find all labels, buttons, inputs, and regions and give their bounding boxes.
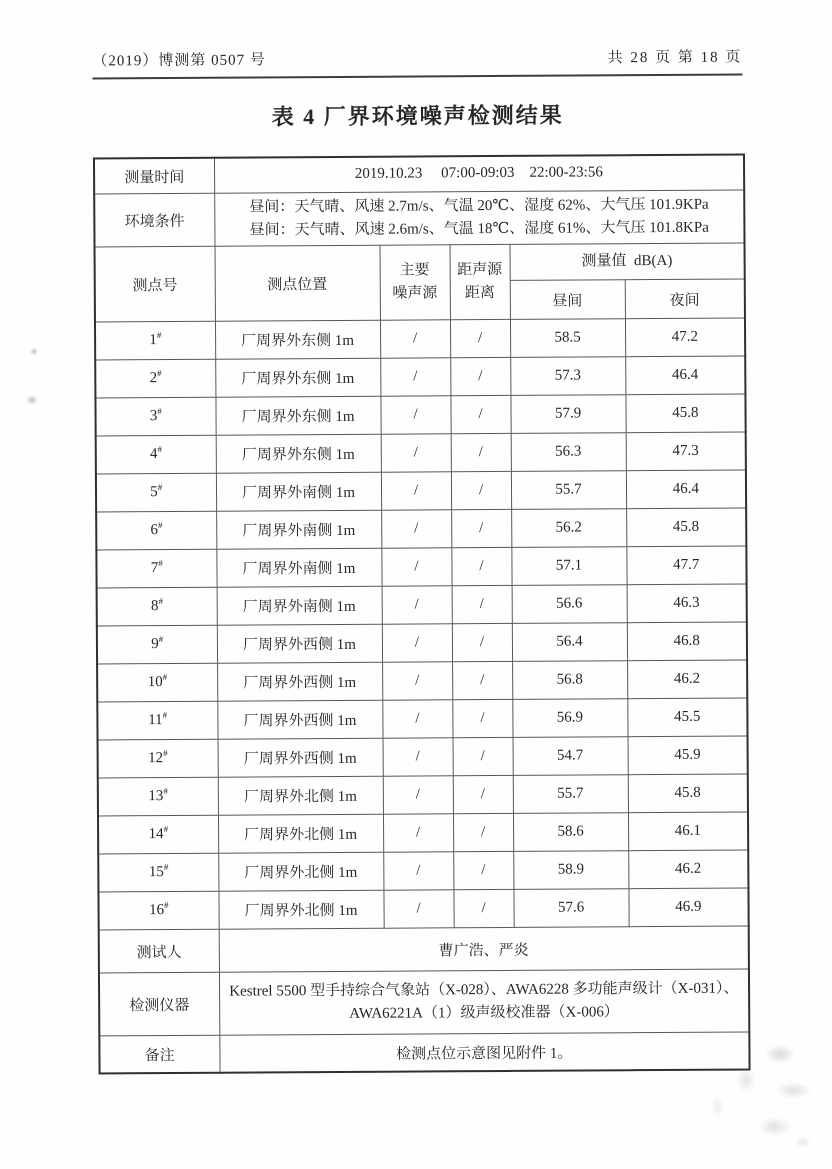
- table-row: [97, 622, 747, 664]
- day-value-cell: 55.7: [511, 471, 626, 510]
- distance-cell: /: [451, 471, 511, 509]
- tester-label: 测试人: [99, 929, 219, 973]
- table-row: [95, 356, 745, 398]
- point-no-cell: [98, 739, 218, 778]
- source-cell: /: [383, 852, 453, 890]
- distance-cell: /: [452, 699, 512, 737]
- day-value-cell: 58.5: [510, 319, 625, 358]
- day-value-cell: 55.7: [513, 775, 628, 814]
- location-cell: 厂周界外西侧 1m: [217, 700, 382, 739]
- table-row: [96, 470, 746, 512]
- day-value-cell: 58.9: [513, 851, 628, 890]
- location-cell: 厂周界外西侧 1m: [217, 662, 382, 701]
- point-no-sup: #: [164, 900, 169, 911]
- distance-cell: /: [451, 547, 511, 585]
- distance-cell: /: [450, 395, 510, 433]
- table-row: [95, 318, 745, 360]
- day-value-cell: 57.9: [510, 395, 625, 434]
- point-no-cell: [98, 891, 218, 930]
- location-cell: 厂周界外西侧 1m: [218, 738, 383, 777]
- night-value-cell: 46.4: [625, 356, 745, 395]
- point-no-sup: #: [157, 444, 163, 455]
- env-condition-label: 环境条件: [94, 193, 214, 247]
- point-no: 15: [148, 864, 164, 881]
- table-row: [97, 584, 747, 626]
- instruments-value: Kestrel 5500 型手持综合气象站（X-028）、AWA6228 多功能声级计（X-031）、 AWA6221A（1）级声级校准器（X-006）: [219, 969, 749, 1035]
- table-row: [95, 394, 745, 436]
- tester-row: [99, 926, 749, 973]
- location-cell: 厂周界外西侧 1m: [217, 624, 382, 663]
- source-cell: /: [380, 320, 450, 358]
- point-no: 8: [150, 598, 159, 615]
- location-cell: 厂周界外南侧 1m: [216, 548, 381, 587]
- day-value-cell: 56.6: [512, 585, 627, 624]
- point-no-sup: #: [162, 672, 168, 683]
- col-header-day: 昼间: [510, 280, 625, 320]
- document-header: [92, 0, 742, 79]
- point-no-sup: #: [158, 634, 164, 645]
- point-no-sup: #: [157, 520, 163, 531]
- table-row: [97, 660, 747, 702]
- table-row: [98, 850, 748, 892]
- measure-time-value: 2019.10.23 07:00-09:03 22:00-23:56: [214, 154, 744, 193]
- point-no: 7: [150, 560, 159, 577]
- night-value-cell: 46.2: [628, 850, 748, 889]
- source-cell: /: [381, 434, 451, 472]
- point-no-sup: #: [163, 786, 168, 797]
- night-value-cell: 46.1: [628, 812, 748, 851]
- table-row: [98, 736, 748, 778]
- column-header-row: [95, 243, 745, 283]
- env-condition-value: 昼间：天气晴、风速 2.7m/s、气温 20℃、湿度 62%、大气压 101.9KPa 昼间：天气晴、风速 2.6m/s、气温 18℃、湿度 61%、大气压 101.8KPa: [214, 190, 744, 246]
- table-row: [96, 432, 746, 474]
- point-no-cell: [98, 853, 218, 892]
- point-no: 1: [149, 332, 157, 349]
- location-cell: 厂周界外东侧 1m: [215, 320, 380, 359]
- distance-cell: /: [452, 661, 512, 699]
- night-value-cell: 47.2: [625, 318, 745, 357]
- source-cell: /: [382, 700, 452, 738]
- point-no-cell: [95, 397, 215, 436]
- measure-time-label: 测量时间: [94, 158, 214, 194]
- distance-cell: /: [452, 585, 512, 623]
- point-no: 12: [148, 750, 164, 767]
- location-cell: 厂周界外东侧 1m: [215, 396, 380, 435]
- env-condition-row: [94, 190, 744, 247]
- source-cell: /: [383, 738, 453, 776]
- scan-speck: [26, 396, 38, 404]
- source-cell: /: [382, 662, 452, 700]
- point-no-cell: [97, 587, 217, 626]
- table-row: [98, 774, 748, 816]
- point-no-cell: [98, 777, 218, 816]
- location-cell: 厂周界外东侧 1m: [216, 434, 381, 473]
- point-no-cell: [96, 473, 216, 512]
- point-no-cell: [98, 815, 218, 854]
- source-cell: /: [382, 586, 452, 624]
- instruments-row: [99, 969, 749, 1036]
- night-value-cell: 46.3: [627, 584, 747, 623]
- remark-label: 备注: [99, 1035, 219, 1073]
- location-cell: 厂周界外北侧 1m: [218, 814, 383, 853]
- point-no-sup: #: [163, 748, 168, 759]
- table-row: [96, 508, 746, 550]
- noise-results-table: [93, 153, 751, 1074]
- scan-noise-artifact: [632, 1041, 822, 1151]
- table-row: [98, 888, 748, 930]
- col-header-noise-source: 主要 噪声源: [380, 245, 450, 320]
- point-no: 14: [148, 826, 164, 843]
- day-value-cell: 57.3: [510, 357, 625, 396]
- day-value-cell: 56.4: [512, 623, 627, 662]
- location-cell: 厂周界外东侧 1m: [215, 358, 380, 397]
- night-value-cell: 46.2: [627, 660, 747, 699]
- day-value-cell: 57.1: [511, 547, 626, 586]
- source-cell: /: [383, 890, 453, 928]
- night-value-cell: 45.8: [626, 508, 746, 547]
- distance-cell: /: [453, 813, 513, 851]
- point-no: 10: [147, 674, 163, 691]
- distance-cell: /: [451, 433, 511, 471]
- point-no-cell: [96, 549, 216, 588]
- day-value-cell: 58.6: [513, 813, 628, 852]
- location-cell: 厂周界外北侧 1m: [218, 890, 383, 929]
- source-cell: /: [381, 548, 451, 586]
- day-value-cell: 57.6: [513, 889, 628, 928]
- point-no: 2: [149, 370, 158, 387]
- distance-cell: /: [453, 851, 513, 889]
- point-no-cell: [96, 511, 216, 550]
- night-value-cell: 46.9: [628, 888, 748, 927]
- measure-time-row: [94, 154, 744, 193]
- point-no-cell: [95, 321, 215, 360]
- point-no: 3: [149, 408, 158, 425]
- remark-value: 检测点位示意图见附件 1。: [219, 1032, 749, 1073]
- location-cell: 厂周界外北侧 1m: [218, 852, 383, 891]
- point-no-sup: #: [156, 330, 162, 341]
- point-no: 16: [149, 902, 165, 919]
- night-value-cell: 47.3: [626, 432, 746, 471]
- day-value-cell: 56.3: [511, 433, 626, 472]
- distance-cell: /: [453, 775, 513, 813]
- col-header-night: 夜间: [625, 279, 745, 319]
- point-no-sup: #: [163, 862, 169, 873]
- table-title: 表 4 厂界环境噪声检测结果: [271, 102, 564, 130]
- scan-speck: [30, 348, 38, 355]
- point-no: 9: [151, 636, 159, 653]
- point-no-sup: #: [162, 710, 168, 721]
- distance-cell: /: [453, 889, 513, 927]
- night-value-cell: 45.8: [628, 774, 748, 813]
- distance-cell: /: [450, 357, 510, 395]
- point-no-cell: [97, 701, 217, 740]
- instruments-label: 检测仪器: [99, 972, 219, 1036]
- night-value-cell: 45.8: [625, 394, 745, 433]
- location-cell: 厂周界外南侧 1m: [216, 472, 381, 511]
- point-no-sup: #: [157, 482, 163, 493]
- table-row: [97, 698, 747, 740]
- point-no-sup: #: [157, 368, 162, 379]
- point-no-sup: #: [157, 406, 162, 417]
- source-cell: /: [383, 776, 453, 814]
- source-cell: /: [380, 396, 450, 434]
- location-cell: 厂周界外北侧 1m: [218, 776, 383, 815]
- point-no-sup: #: [158, 558, 163, 569]
- point-no: 4: [149, 446, 158, 463]
- source-cell: /: [381, 472, 451, 510]
- point-no-cell: [97, 625, 217, 664]
- tester-value: 曹广浩、严炎: [219, 926, 749, 972]
- night-value-cell: 46.8: [627, 622, 747, 661]
- distance-cell: /: [450, 319, 510, 357]
- location-cell: 厂周界外南侧 1m: [216, 510, 381, 549]
- point-no: 5: [150, 484, 158, 501]
- distance-cell: /: [453, 737, 513, 775]
- distance-cell: /: [451, 509, 511, 547]
- day-value-cell: 56.2: [511, 509, 626, 548]
- point-no-sup: #: [163, 824, 169, 835]
- night-value-cell: 46.4: [626, 470, 746, 509]
- night-value-cell: 47.7: [626, 546, 746, 585]
- source-cell: /: [381, 510, 451, 548]
- table-row: [98, 812, 748, 854]
- document-number: （2019）博测第 0507 号: [92, 52, 266, 70]
- point-no: 11: [148, 712, 163, 729]
- col-header-location: 测点位置: [215, 245, 380, 321]
- table-row: [96, 546, 746, 588]
- col-header-distance: 距声源 距离: [450, 244, 510, 319]
- point-no: 6: [150, 522, 159, 539]
- day-value-cell: 54.7: [513, 737, 628, 776]
- point-no-sup: #: [158, 596, 163, 607]
- col-header-point-no: 测点号: [95, 246, 215, 322]
- point-no-cell: [96, 435, 216, 474]
- page-count: 共 28 页 第 18 页: [607, 49, 743, 67]
- point-no-cell: [97, 663, 217, 702]
- point-no: 13: [148, 788, 164, 805]
- point-no-cell: [95, 359, 215, 398]
- night-value-cell: 45.9: [628, 736, 748, 775]
- day-value-cell: 56.9: [512, 699, 627, 738]
- night-value-cell: 45.5: [627, 698, 747, 737]
- source-cell: /: [382, 624, 452, 662]
- day-value-cell: 56.8: [512, 661, 627, 700]
- source-cell: /: [380, 358, 450, 396]
- distance-cell: /: [452, 623, 512, 661]
- location-cell: 厂周界外南侧 1m: [217, 586, 382, 625]
- source-cell: /: [383, 814, 453, 852]
- col-header-value-group: 测量值 dB(A): [510, 243, 745, 280]
